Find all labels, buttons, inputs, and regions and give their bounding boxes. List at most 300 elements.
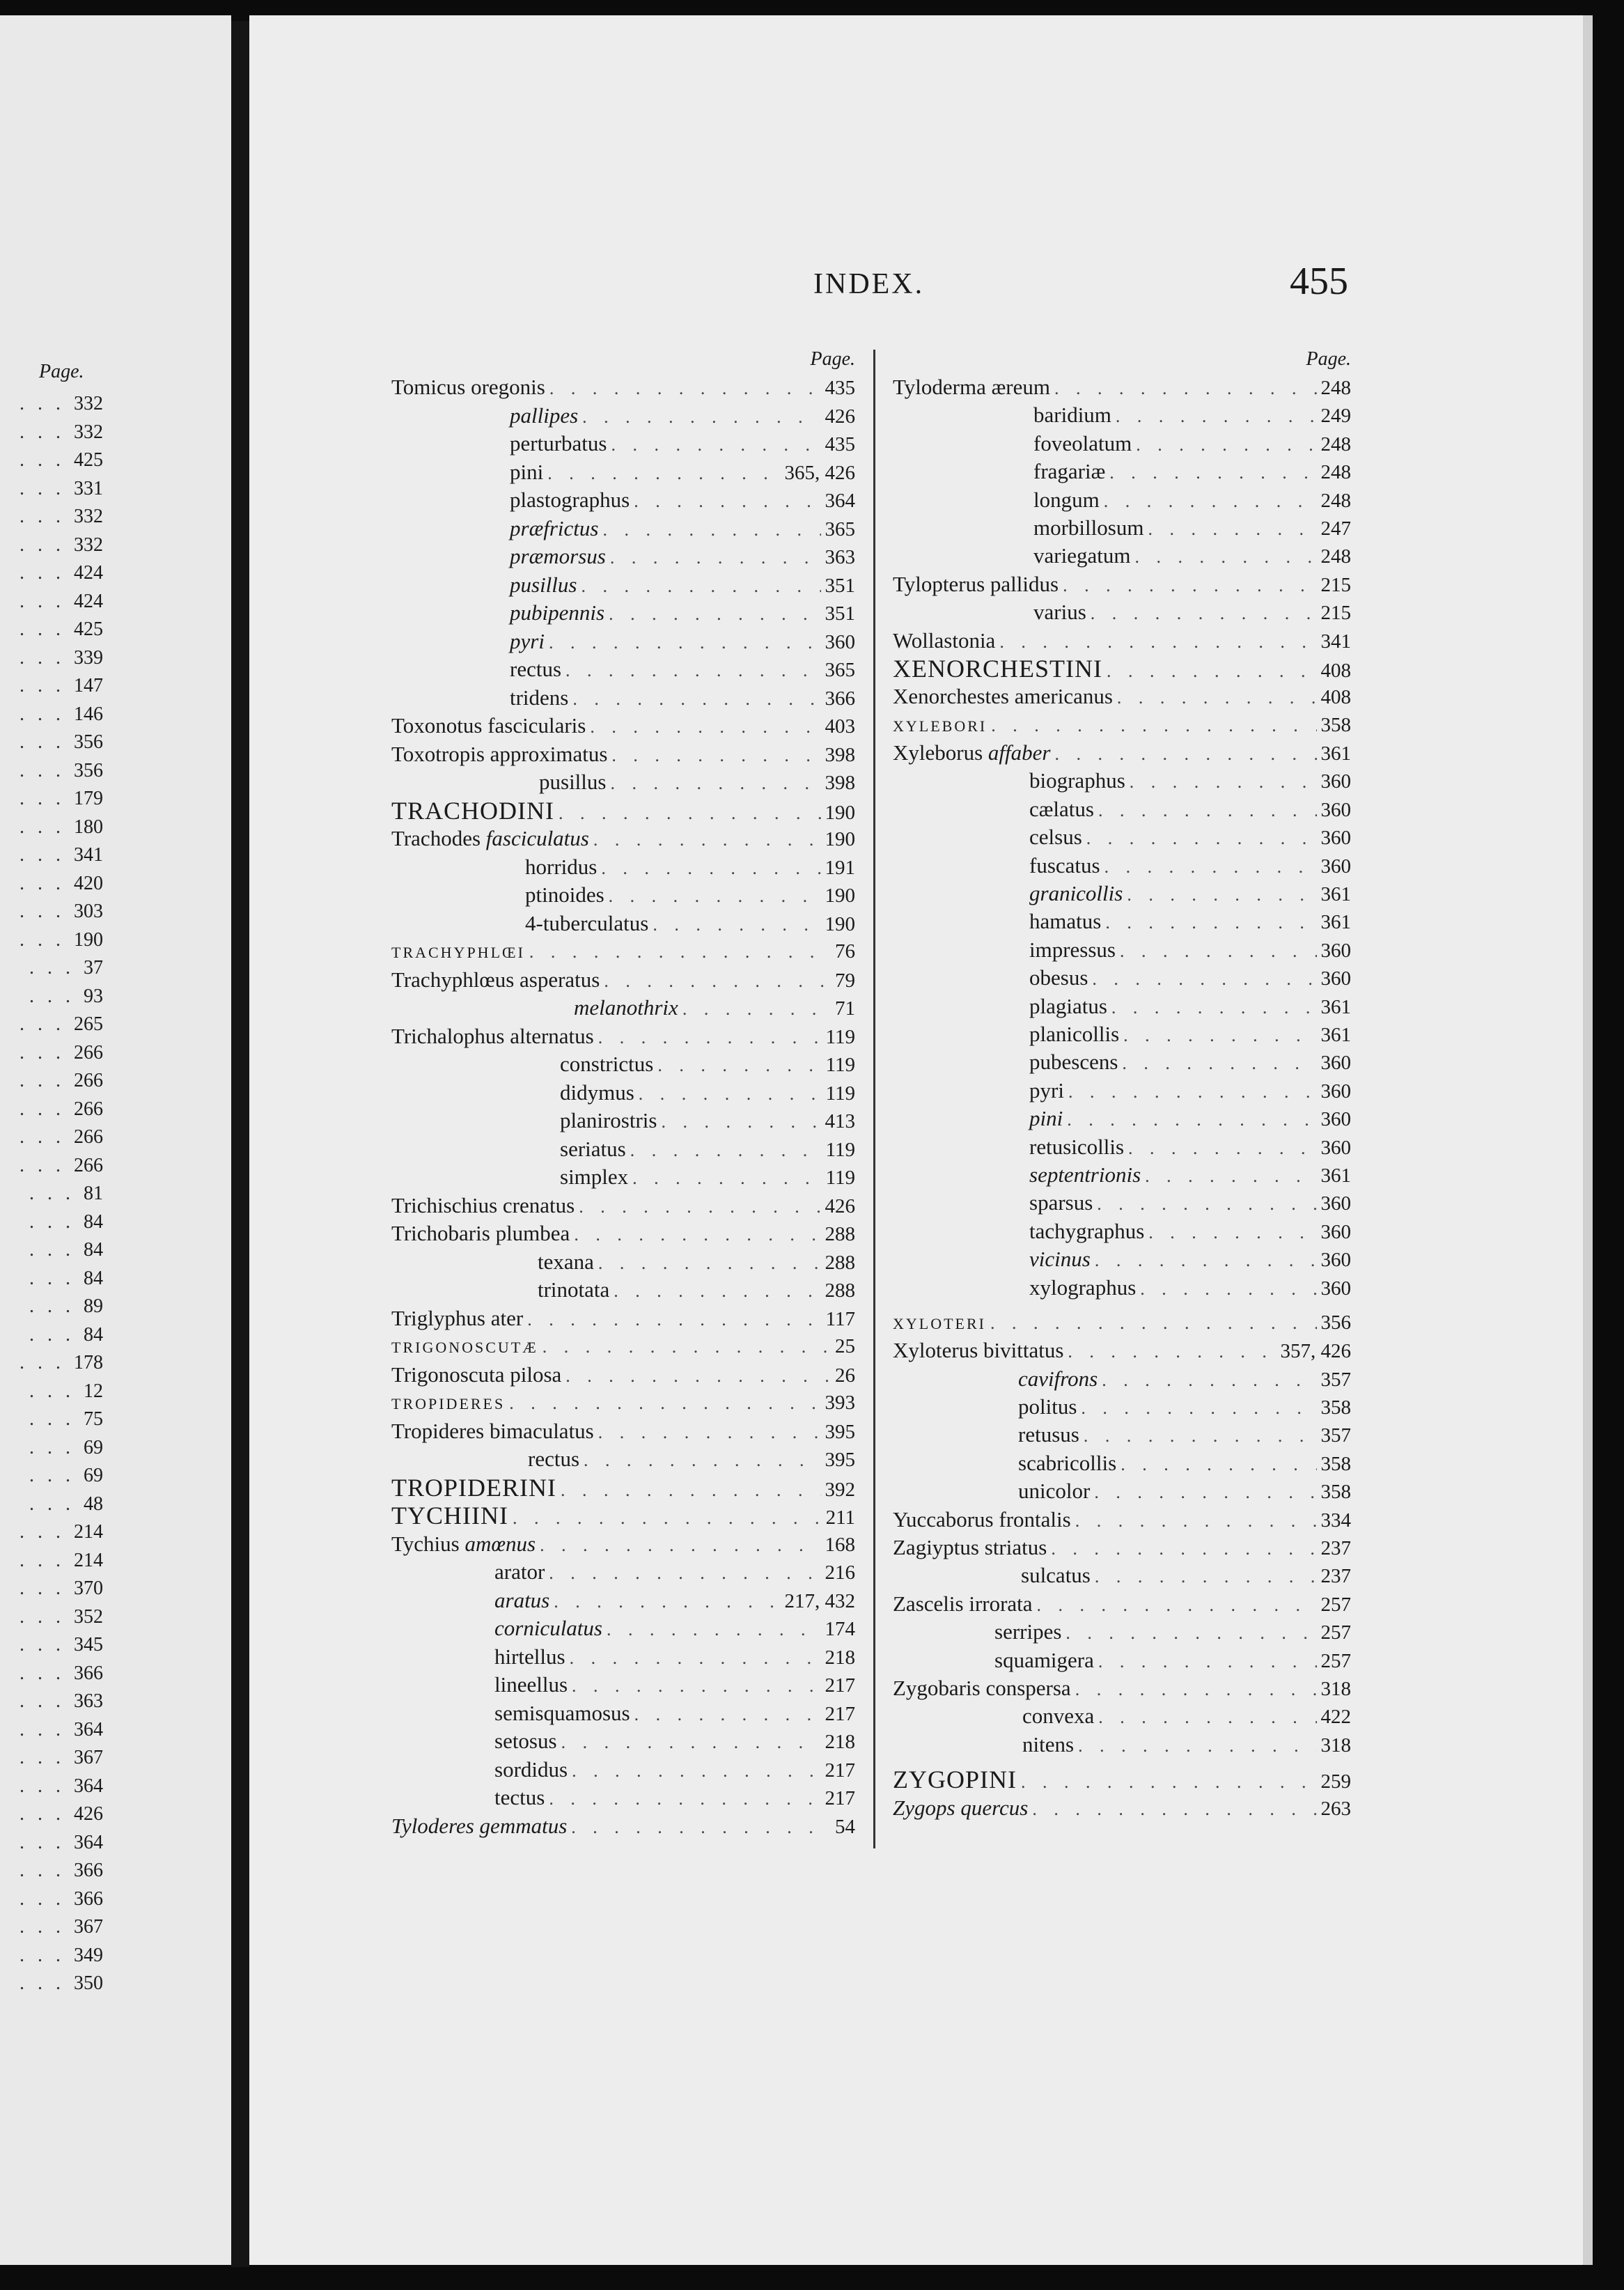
- leader-dots: [1104, 488, 1317, 514]
- leader-dots: [1063, 572, 1316, 598]
- index-entry: [391, 1276, 855, 1304]
- leader-dots: . . .: [19, 1605, 74, 1628]
- leader-dots: . . .: [19, 816, 74, 838]
- index-entry: [391, 1502, 855, 1530]
- entry-page-number: 360: [1320, 1080, 1351, 1103]
- leader-dots: [1145, 1162, 1316, 1189]
- entry-label: [391, 1502, 508, 1530]
- left-page-number-column: [0, 390, 103, 1998]
- entry-label: [391, 1192, 575, 1220]
- index-entry: [391, 853, 855, 882]
- entry-species: oregonis: [471, 375, 545, 399]
- entry-genus: XYLEBORI: [893, 717, 987, 735]
- entry-genus: Tyloderes gemmatus: [391, 1813, 568, 1838]
- left-page-number-row: [0, 898, 103, 926]
- entry-page-number: 248: [1320, 489, 1351, 512]
- entry-species: planirostris: [560, 1108, 657, 1132]
- leader-dots: [630, 1137, 822, 1164]
- index-entry: [391, 1812, 855, 1841]
- entry-species: foveolatum: [1033, 430, 1132, 455]
- entry-label: [391, 655, 561, 684]
- entry-page-number: 263: [1320, 1797, 1351, 1820]
- entry-genus: Yuccaborus: [893, 1506, 994, 1532]
- entry-genus: Tomicus: [391, 375, 466, 399]
- entry-label: [391, 1474, 556, 1502]
- entry-page-number: 361: [1320, 911, 1351, 934]
- leader-dots: [572, 685, 820, 712]
- entry-label: [391, 1614, 602, 1643]
- entry-species: asperatus: [520, 967, 600, 992]
- leader-dots: . . .: [29, 957, 84, 979]
- entry-species: horridus: [525, 854, 598, 879]
- index-entry: [391, 1107, 855, 1135]
- leader-dots: . . .: [19, 618, 74, 640]
- index-entry: [893, 711, 1351, 739]
- entry-label: [893, 1674, 1071, 1702]
- entry-genus: TRACHYPHLŒI: [391, 944, 525, 961]
- index-entry: [893, 992, 1351, 1020]
- entry-species: didymus: [560, 1080, 634, 1105]
- entry-label: [893, 1161, 1141, 1189]
- leader-dots: [1086, 825, 1317, 851]
- entry-genus: Zascelis: [893, 1591, 964, 1616]
- index-entry: [391, 1417, 855, 1446]
- entry-species: 4-tuberculatus: [525, 910, 649, 935]
- leader-dots: . . .: [29, 1210, 84, 1233]
- entry-species: affaber: [987, 740, 1051, 765]
- leader-dots: [1148, 1219, 1316, 1245]
- leader-dots: . . .: [19, 1549, 74, 1571]
- entry-label: [893, 1794, 1028, 1822]
- left-page-number-row: [0, 1688, 103, 1716]
- index-entry: [893, 1506, 1351, 1534]
- entry-genus: Xyleborus: [893, 740, 983, 765]
- leader-dots: [991, 712, 1316, 739]
- left-page-number-row: [0, 1321, 103, 1350]
- entry-species: pilosa: [510, 1362, 562, 1387]
- leader-dots: . . .: [19, 1098, 74, 1120]
- left-page-number: 12: [84, 1380, 103, 1402]
- leader-dots: [572, 1672, 820, 1699]
- leader-dots: [527, 1306, 821, 1333]
- entry-species: vicinus: [1029, 1247, 1091, 1272]
- leader-dots: [1051, 1535, 1316, 1561]
- index-entry: [893, 458, 1351, 485]
- leader-dots: [609, 600, 820, 628]
- index-entry: [391, 599, 855, 628]
- leader-dots: . . .: [19, 421, 74, 443]
- entry-species: pusillus: [539, 770, 607, 794]
- leader-dots: . . .: [19, 393, 74, 414]
- entry-label: [893, 1731, 1074, 1759]
- entry-label: [391, 966, 600, 995]
- leader-dots: [1094, 1479, 1316, 1505]
- entry-genus: Zagiyptus: [893, 1535, 979, 1560]
- entry-page-number: 190: [825, 912, 855, 935]
- left-page-header: Page.: [39, 361, 84, 382]
- left-page-number-row: [0, 1265, 103, 1293]
- entry-species: variegatum: [1033, 543, 1131, 568]
- left-page-number-row: [0, 1349, 103, 1378]
- entry-species: squamigera: [994, 1647, 1094, 1672]
- entry-page-number: 408: [1320, 659, 1351, 682]
- entry-label: [893, 1133, 1124, 1161]
- leader-dots: . . .: [19, 562, 74, 584]
- entry-species: setosus: [494, 1729, 557, 1753]
- entry-page-number: 257: [1320, 1621, 1351, 1644]
- leader-dots: [570, 1644, 821, 1672]
- left-page-number: 349: [74, 1944, 103, 1966]
- entry-label: [391, 515, 598, 543]
- entry-page-number: 398: [825, 772, 855, 794]
- entry-page-number: 422: [1320, 1706, 1351, 1729]
- entry-genus: XENORCHESTINI: [893, 654, 1102, 683]
- entry-label: [391, 1361, 561, 1389]
- leader-dots: [549, 375, 821, 402]
- leader-dots: [540, 1532, 820, 1559]
- entry-species: seriatus: [560, 1136, 626, 1161]
- entry-label: [893, 936, 1116, 964]
- entry-species: bimaculatus: [489, 1418, 594, 1443]
- index-entry: [391, 684, 855, 712]
- index-entry: [893, 1646, 1351, 1674]
- entry-page-number: 259: [1320, 1770, 1351, 1793]
- left-page-number-row: [0, 1885, 103, 1914]
- entry-species: simplex: [560, 1165, 629, 1189]
- left-page-number: 214: [74, 1521, 103, 1543]
- entry-label: [893, 880, 1123, 908]
- index-entry: [893, 514, 1351, 542]
- leader-dots: [561, 1729, 821, 1756]
- index-entry: [391, 1756, 855, 1784]
- leader-dots: . . .: [19, 703, 74, 725]
- left-page-number: 425: [74, 449, 103, 471]
- leader-dots: [547, 460, 780, 487]
- left-page-number: 48: [84, 1493, 103, 1515]
- entry-page-number: 351: [825, 602, 855, 625]
- entry-genus: Toxotropis: [391, 741, 485, 766]
- entry-species: fascicularis: [487, 713, 586, 738]
- leader-dots: . . .: [19, 901, 74, 922]
- entry-label: [391, 1643, 565, 1672]
- leader-dots: . . .: [19, 1634, 74, 1656]
- leader-dots: . . .: [19, 1352, 74, 1373]
- entry-species: tridens: [510, 685, 569, 710]
- book-spine: [231, 21, 249, 2267]
- leader-dots: [561, 1477, 821, 1502]
- entry-species: pubipennis: [510, 600, 605, 625]
- leader-dots: . . .: [19, 1690, 74, 1712]
- index-entry: [893, 1274, 1351, 1302]
- entry-species: perturbatus: [510, 431, 607, 455]
- leader-dots: [565, 1362, 831, 1389]
- leader-dots: [1098, 797, 1317, 823]
- left-page-number: 266: [74, 1126, 103, 1148]
- entry-page-number: 79: [835, 969, 855, 992]
- left-page-number: 37: [84, 957, 103, 979]
- entry-page-number: 363: [825, 546, 855, 568]
- entry-species: amœnus: [464, 1531, 536, 1556]
- entry-page-number: 365, 426: [784, 461, 855, 484]
- index-entry: [391, 1558, 855, 1587]
- index-entry: [893, 1365, 1351, 1393]
- entry-species: unicolor: [1018, 1479, 1091, 1504]
- index-entry: [391, 430, 855, 458]
- entry-species: longum: [1033, 487, 1100, 512]
- leader-dots: . . .: [19, 1944, 74, 1966]
- entry-label: [893, 1590, 1033, 1618]
- entry-page-number: 398: [825, 743, 855, 766]
- entry-page-number: 216: [825, 1561, 855, 1584]
- entry-species: plumbea: [495, 1221, 570, 1245]
- left-page-number-row: [0, 446, 103, 475]
- entry-page-number: 217, 432: [784, 1589, 855, 1612]
- left-page-number-row: [0, 559, 103, 588]
- index-entry: [391, 458, 855, 487]
- entry-page-number: 247: [1320, 517, 1351, 540]
- entry-label: [391, 628, 545, 656]
- left-page-number-row: [0, 588, 103, 616]
- entry-species: sordidus: [494, 1757, 568, 1782]
- left-page-number: 303: [74, 901, 103, 922]
- entry-label: [893, 1217, 1144, 1245]
- index-entry: [391, 486, 855, 515]
- entry-species: fragariæ: [1033, 459, 1106, 484]
- index-entry: [893, 486, 1351, 514]
- entry-label: [893, 373, 1050, 401]
- entry-page-number: 249: [1320, 405, 1351, 428]
- index-entry: [893, 570, 1351, 598]
- index-entry: [391, 910, 855, 938]
- entry-page-number: 435: [825, 377, 855, 399]
- entry-label: [391, 1390, 505, 1417]
- left-page-number-row: [0, 1180, 103, 1208]
- entry-label: [391, 1304, 523, 1333]
- leader-dots: [634, 488, 820, 515]
- entry-page-number: 360: [1320, 939, 1351, 962]
- index-entry: [893, 401, 1351, 429]
- leader-dots: . . .: [19, 1916, 74, 1938]
- left-page-number-row: [0, 926, 103, 955]
- entry-genus: Trachodes: [391, 826, 481, 850]
- entry-label: [391, 599, 604, 628]
- entry-species: æreum: [991, 375, 1050, 399]
- leader-dots: [1128, 1135, 1316, 1161]
- entry-page-number: 257: [1320, 1593, 1351, 1616]
- entry-label: [391, 1417, 594, 1446]
- leader-dots: . . .: [19, 1972, 74, 1994]
- entry-label: [391, 1248, 594, 1277]
- entry-page-number: 365: [825, 659, 855, 681]
- entry-label: [893, 1105, 1063, 1132]
- entry-species: septentrionis: [1029, 1162, 1141, 1187]
- leader-dots: [1134, 543, 1316, 570]
- index-entry: [893, 1217, 1351, 1245]
- index-entry: [893, 430, 1351, 458]
- entry-list-left: [391, 373, 855, 1840]
- entry-label: [893, 1646, 1094, 1674]
- entry-label: [893, 570, 1059, 598]
- leader-dots: . . .: [29, 1436, 84, 1458]
- entry-species: politus: [1018, 1394, 1077, 1419]
- left-page-number: 266: [74, 1098, 103, 1120]
- entry-species: crenatus: [502, 1192, 575, 1217]
- entry-page-number: 360: [1320, 1249, 1351, 1272]
- entry-species: ptinoides: [525, 882, 604, 907]
- left-page-number-row: [0, 785, 103, 813]
- left-page-number-row: [0, 672, 103, 701]
- entry-label: [893, 401, 1111, 429]
- entry-page-number: 360: [1320, 1220, 1351, 1243]
- leader-dots: . . .: [29, 1323, 84, 1346]
- entry-species: rectus: [528, 1447, 580, 1471]
- index-entry: [893, 1561, 1351, 1589]
- leader-dots: . . .: [19, 872, 74, 894]
- index-entry: [893, 1421, 1351, 1449]
- entry-species: serripes: [994, 1619, 1062, 1644]
- entry-label: [893, 430, 1132, 458]
- leader-dots: [1095, 1247, 1317, 1273]
- index-entry: [893, 1105, 1351, 1132]
- entry-species: celsus: [1029, 825, 1082, 850]
- leader-dots: . . .: [29, 985, 84, 1007]
- leader-dots: [1091, 600, 1317, 626]
- entry-genus: Trigonoscuta: [391, 1362, 505, 1387]
- left-page-number-row: [0, 1067, 103, 1096]
- index-entry: [391, 515, 855, 543]
- entry-genus: Trichobaris: [391, 1221, 490, 1245]
- leader-dots: [1054, 740, 1316, 767]
- leader-dots: [607, 1616, 821, 1643]
- entry-page-number: 366: [825, 687, 855, 710]
- leader-dots: [662, 1108, 821, 1135]
- entry-label: [391, 1699, 630, 1728]
- leader-dots: . . .: [19, 646, 74, 669]
- index-entry: [893, 908, 1351, 935]
- entry-page-number: 215: [1320, 573, 1351, 596]
- left-page-number: 363: [74, 1690, 103, 1712]
- entry-page-number: 217: [825, 1759, 855, 1782]
- left-page-number-row: [0, 1462, 103, 1490]
- entry-genus: ZYGOPINI: [893, 1766, 1017, 1794]
- entry-page-number: 361: [1320, 1164, 1351, 1187]
- entry-label: [391, 853, 597, 882]
- leader-dots: . . .: [19, 1126, 74, 1148]
- entry-label: [893, 712, 987, 739]
- entry-page-number: 360: [1320, 1052, 1351, 1075]
- left-page-number-row: [0, 954, 103, 983]
- index-column-right: [893, 345, 1351, 1822]
- leader-dots: [572, 1757, 820, 1784]
- leader-dots: [1092, 965, 1316, 992]
- entry-species: pallidus: [990, 571, 1059, 596]
- entry-species: pallipes: [510, 403, 579, 428]
- entry-page-number: 168: [825, 1533, 855, 1556]
- entry-species: morbillosum: [1033, 515, 1144, 540]
- leader-dots: [549, 629, 821, 656]
- index-entry: [391, 1671, 855, 1699]
- left-page-number-row: [0, 1970, 103, 1998]
- leader-dots: [610, 770, 820, 797]
- leader-dots: . . .: [19, 1860, 74, 1881]
- left-page-number: 84: [84, 1267, 103, 1289]
- left-page-number-row: [0, 1039, 103, 1068]
- left-page-number-row: [0, 701, 103, 729]
- left-page-number: 69: [84, 1465, 103, 1486]
- left-page-number-row: [0, 870, 103, 898]
- entry-page-number: 435: [825, 433, 855, 455]
- left-page-number: 339: [74, 646, 103, 669]
- entry-species: tectus: [494, 1785, 545, 1809]
- leader-dots: . . .: [29, 1183, 84, 1204]
- entry-label: [893, 1506, 1071, 1534]
- entry-page-number: 237: [1320, 1537, 1351, 1560]
- index-entry: [893, 852, 1351, 880]
- left-page-number-row: [0, 390, 103, 419]
- leader-dots: . . .: [19, 1718, 74, 1740]
- leader-dots: . . .: [19, 731, 74, 753]
- left-page-number: 356: [74, 731, 103, 753]
- index-entry: [391, 1192, 855, 1220]
- index-entry: [893, 739, 1351, 767]
- entry-page-number: 426: [825, 405, 855, 428]
- entry-genus: TYCHIINI: [391, 1502, 508, 1529]
- index-entry: [893, 1309, 1351, 1337]
- entry-species: sparsus: [1029, 1190, 1093, 1215]
- entry-page-number: 360: [1320, 1108, 1351, 1131]
- entry-label: [391, 1727, 557, 1756]
- entry-genus: TRACHODINI: [391, 796, 554, 825]
- left-page-number: 370: [74, 1578, 103, 1599]
- leader-dots: [1140, 1275, 1316, 1302]
- leader-dots: [581, 572, 820, 600]
- index-entry: [893, 1337, 1351, 1364]
- left-page-number: 69: [84, 1436, 103, 1458]
- leader-dots: [1098, 1704, 1316, 1730]
- entry-species: arator: [494, 1559, 545, 1584]
- left-page-number: 350: [74, 1972, 103, 1994]
- entry-page-number: 360: [1320, 1277, 1351, 1300]
- entry-page-number: 357, 426: [1280, 1340, 1351, 1363]
- leader-dots: [1078, 1732, 1316, 1759]
- leader-dots: [634, 1701, 821, 1728]
- entry-page-number: 318: [1320, 1677, 1351, 1700]
- entry-label: [893, 1766, 1017, 1793]
- entry-label: [893, 542, 1130, 570]
- entry-label: [893, 767, 1125, 795]
- leader-dots: [602, 516, 820, 543]
- entry-page-number: 248: [1320, 377, 1351, 399]
- entry-page-number: 395: [825, 1449, 855, 1471]
- left-page-number: 146: [74, 703, 103, 725]
- left-page-number-row: [0, 1716, 103, 1745]
- entry-page-number: 218: [825, 1731, 855, 1753]
- left-page-number-row: [0, 1773, 103, 1801]
- leader-dots: [559, 800, 821, 825]
- leader-dots: . . .: [19, 844, 74, 866]
- leader-dots: [590, 713, 820, 740]
- entry-species: tachygraphus: [1029, 1218, 1145, 1243]
- index-entry: [391, 1699, 855, 1728]
- left-page-number: 331: [74, 477, 103, 499]
- index-entry: [391, 1587, 855, 1615]
- left-page-number: 180: [74, 816, 103, 838]
- left-page-number-row: [0, 1378, 103, 1406]
- entry-page-number: 248: [1320, 461, 1351, 484]
- left-page-number-row: [0, 1913, 103, 1942]
- entry-species: aratus: [494, 1587, 550, 1612]
- left-page-number-row: [0, 1547, 103, 1575]
